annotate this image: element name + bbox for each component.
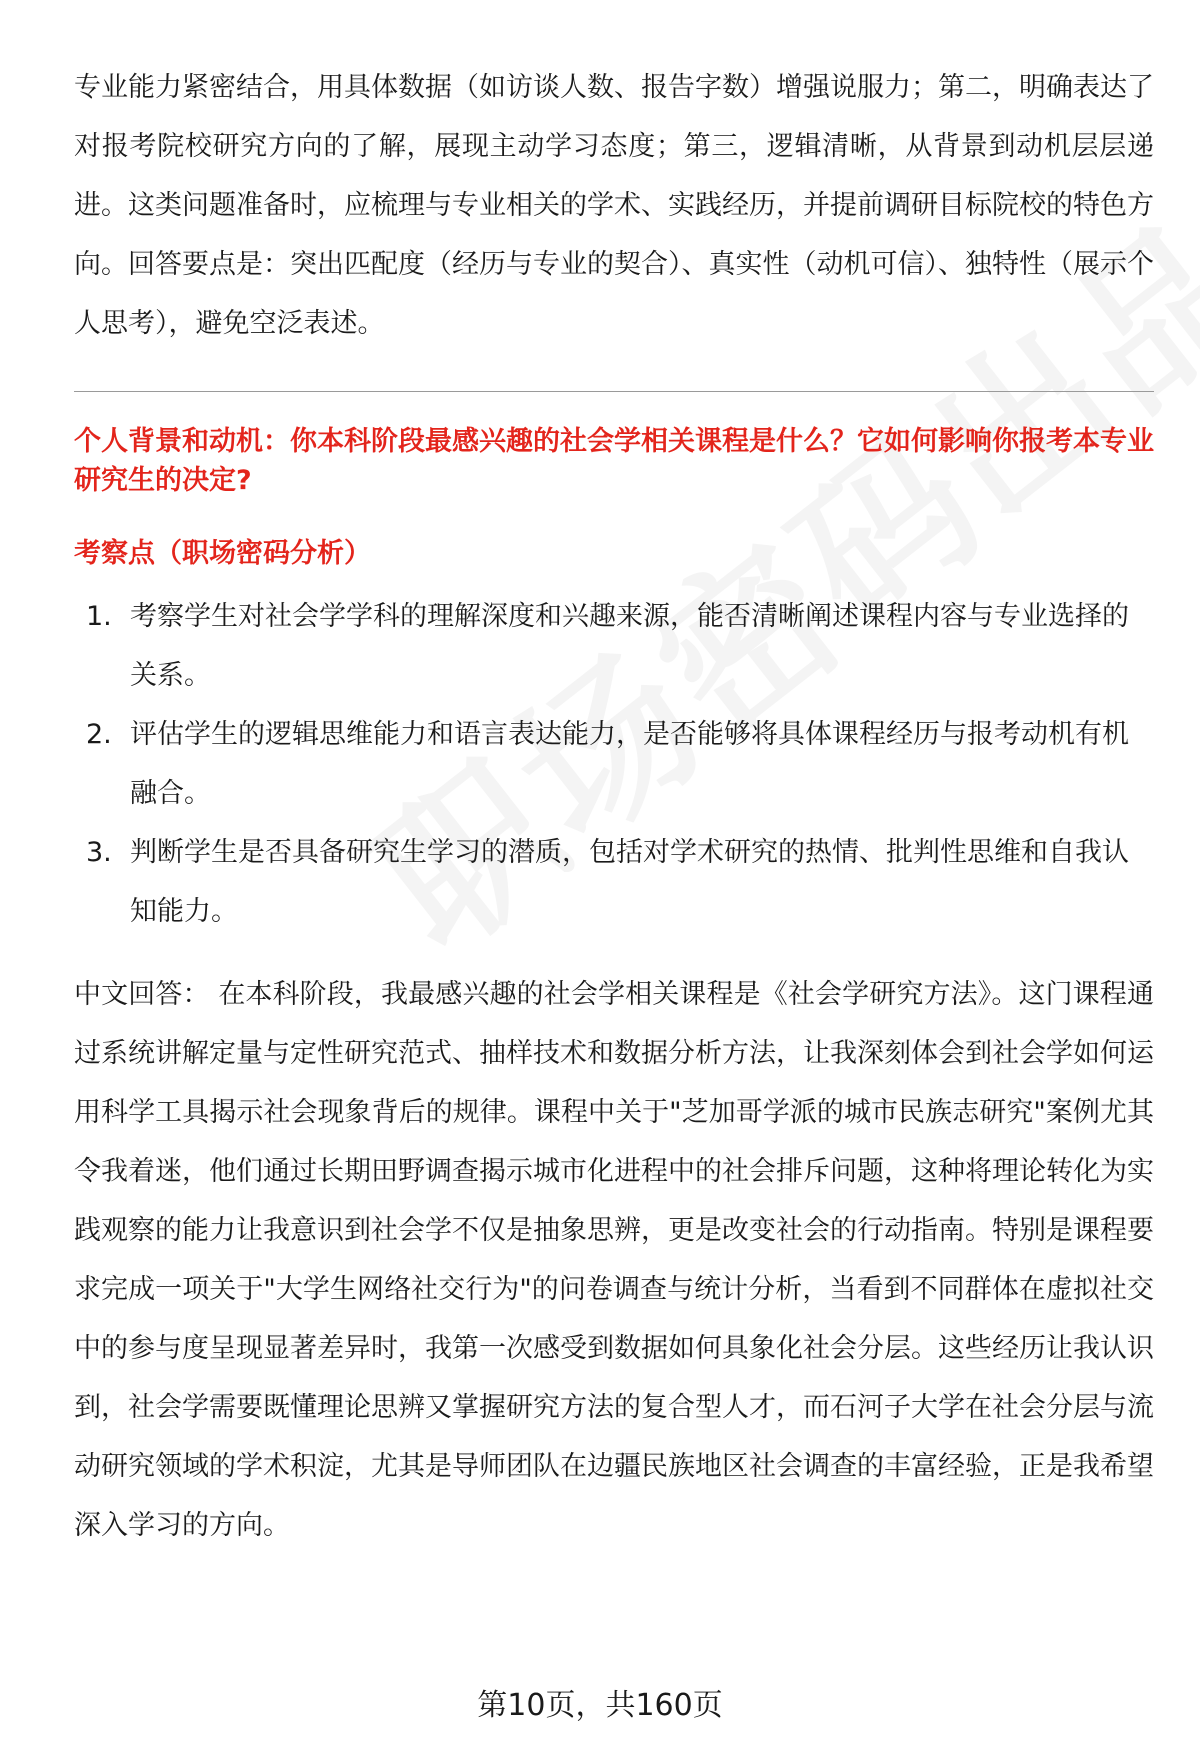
question-heading: 个人背景和动机：你本科阶段最感兴趣的社会学相关课程是什么？它如何影响你报考本专业研究生的决定? bbox=[74, 426, 1154, 496]
intro-paragraph: 专业能力紧密结合，用具体数据（如访谈人数、报告字数）增强说服力；第二，明确表达了对报考院校研究方向的了解，展现主动学习态度；第三，逻辑清晰，从背景到动机层层递进。这类问题准备时，应梳理与专业相关的学术、实践经历，并提前调研目标院校的特色方向。回答要点是：突出匹配度（经历与专业的契合）、真实性（动机可信）、独特性（展示个人思考），避免空泛表述。 bbox=[74, 72, 1154, 339]
list-item-text: 考察学生对社会学学科的理解深度和兴趣来源，能否清晰阐述课程内容与专业选择的关系。 bbox=[130, 601, 1129, 691]
section-divider bbox=[74, 391, 1154, 392]
list-item bbox=[74, 705, 1154, 823]
list-item-number: 3. bbox=[86, 837, 112, 868]
page-content bbox=[74, 58, 1154, 1555]
section-title: 考察点（职场密码分析） bbox=[74, 538, 371, 569]
answer-paragraph: 中文回答： 在本科阶段，我最感兴趣的社会学相关课程是《社会学研究方法》。这门课程通过系统讲解定量与定性研究范式、抽样技术和数据分析方法，让我深刻体会到社会学如何运用科学工具揭示社会现象背后的规律。课程中关于"芝加哥学派的城市民族志研究"案例尤其令我着迷，他们通过长期田野调查揭示城市化进程中的社会排斥问题，这种将理论转化为实践观察的能力让我意识到社会学不仅是抽象思辨，更是改变社会的行动指南。特别是课程要求完成一项关于"大学生网络社交行为"的问卷调查与统计分析，当看到不同群体在虚拟社交中的参与度呈现显著差异时，我第一次感受到数据如何具象化社会分层。这些经历让我认识到，社会学需要既懂理论思辨又掌握研究方法的复合型人才，而石河子大学在社会分层与流动研究领域的学术积淀，尤其是导师团队在边疆民族地区社会调查的丰富经验，正是我希望深入学习的方向。 bbox=[74, 979, 1154, 1541]
list-item-number: 2. bbox=[86, 719, 112, 750]
list-item-number: 1. bbox=[86, 601, 112, 632]
list-item bbox=[74, 823, 1154, 941]
list-item bbox=[74, 587, 1154, 705]
assessment-points-list bbox=[74, 587, 1154, 941]
list-item-text: 判断学生是否具备研究生学习的潜质，包括对学术研究的热情、批判性思维和自我认知能力。 bbox=[130, 837, 1129, 927]
list-item-text: 评估学生的逻辑思维能力和语言表达能力，是否能够将具体课程经历与报考动机有机融合。 bbox=[130, 719, 1129, 809]
page-footer: 第10页，共160页 bbox=[477, 1688, 723, 1723]
